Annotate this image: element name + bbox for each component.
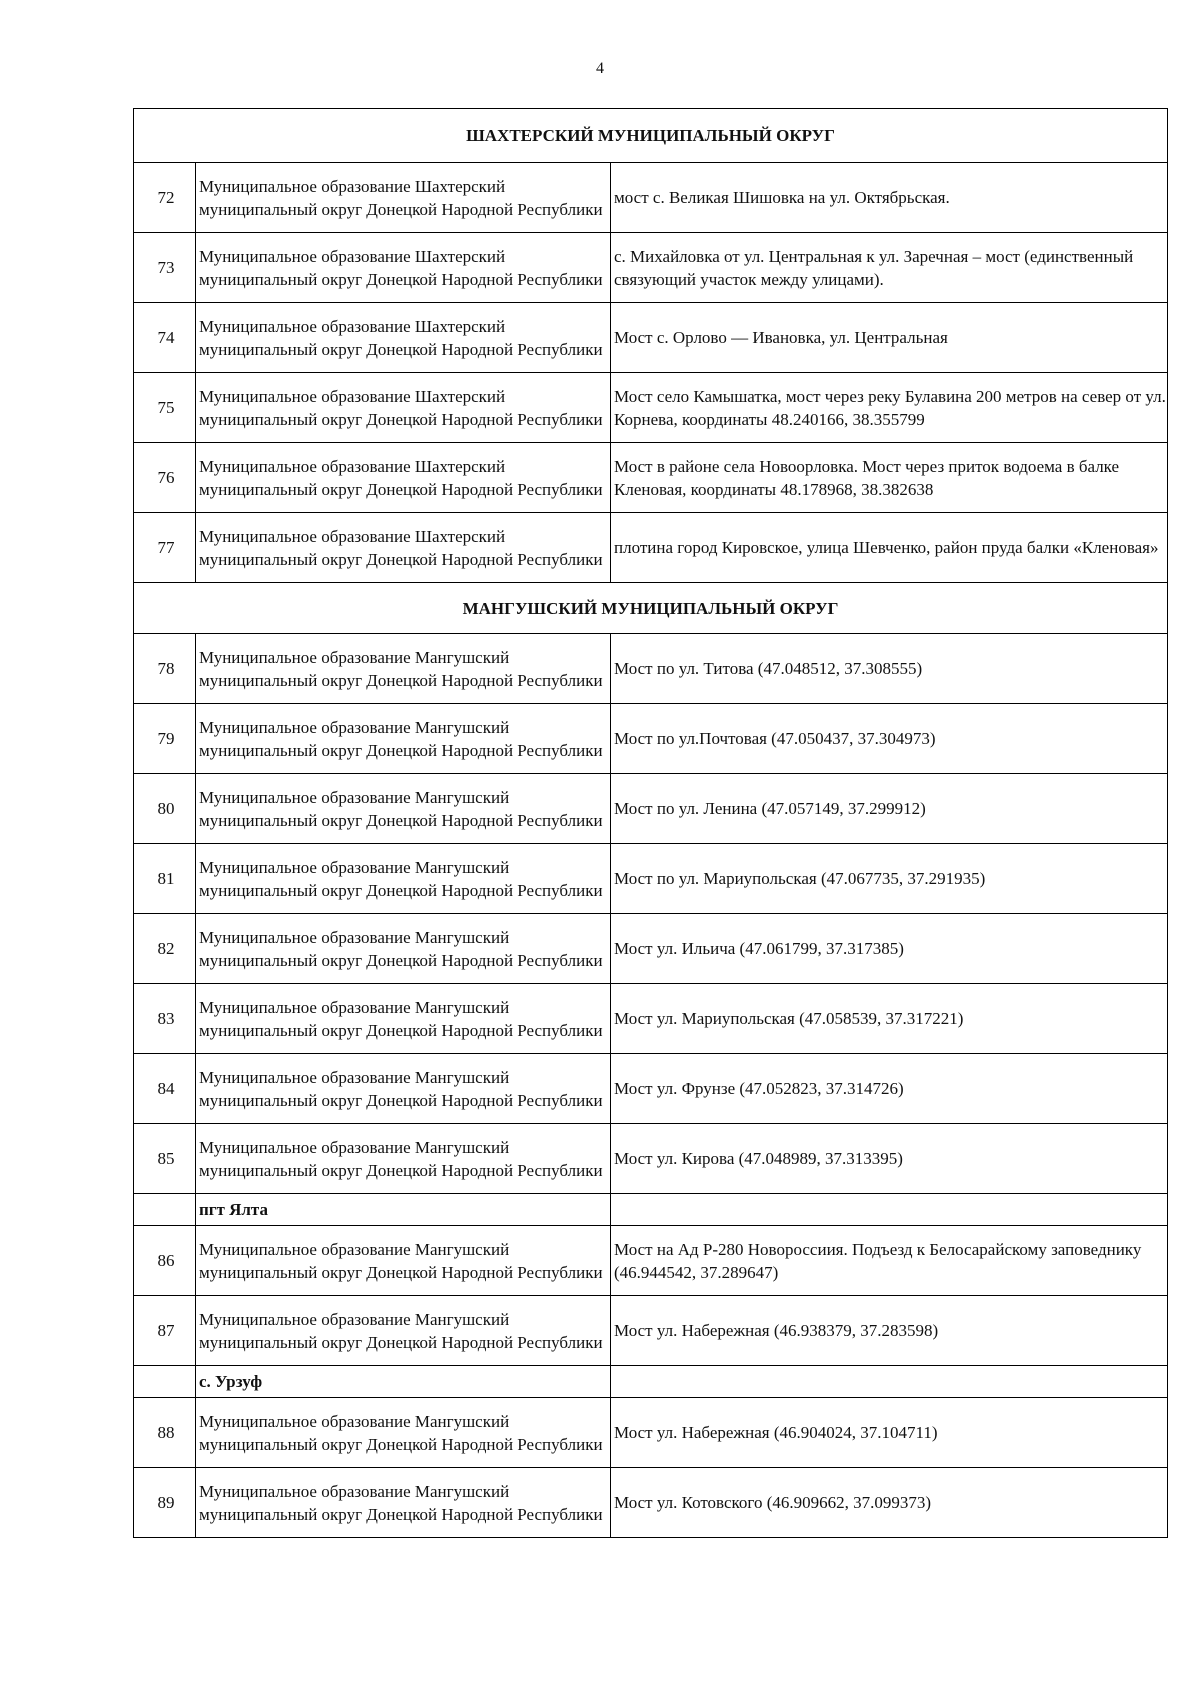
object-cell: Мост в районе села Новоорловка. Мост через приток водоема в балке Кленовая, координаты 48.178968, 38.382638 — [611, 443, 1168, 513]
table-row — [134, 1468, 1168, 1538]
object-cell: с. Михайловка от ул. Центральная к ул. Заречная – мост (единственный связующий участок между улицами). — [611, 233, 1168, 303]
district-header-row — [134, 583, 1168, 634]
object-cell: Мост ул. Фрунзе (47.052823, 37.314726) — [611, 1054, 1168, 1124]
locality-header-row — [134, 1366, 1168, 1398]
page-number: 4 — [596, 60, 604, 77]
table-row — [134, 443, 1168, 513]
district-header: ШАХТЕРСКИЙ МУНИЦИПАЛЬНЫЙ ОКРУГ — [134, 109, 1168, 163]
row-number: 77 — [134, 513, 196, 583]
municipality-cell: Муниципальное образование Мангушский муниципальный округ Донецкой Народной Республики — [196, 984, 611, 1054]
row-number: 82 — [134, 914, 196, 984]
row-number: 81 — [134, 844, 196, 914]
object-cell: Мост ул. Набережная (46.938379, 37.283598) — [611, 1296, 1168, 1366]
table-row — [134, 1296, 1168, 1366]
table-row — [134, 373, 1168, 443]
municipality-cell: Муниципальное образование Мангушский муниципальный округ Донецкой Народной Республики — [196, 1054, 611, 1124]
object-cell: Мост по ул. Титова (47.048512, 37.308555) — [611, 634, 1168, 704]
object-cell: Мост ул. Котовского (46.909662, 37.099373) — [611, 1468, 1168, 1538]
row-number: 72 — [134, 163, 196, 233]
locality-fill-cell — [611, 1366, 1168, 1398]
table-row — [134, 303, 1168, 373]
row-number: 89 — [134, 1468, 196, 1538]
municipality-cell: Муниципальное образование Шахтерский муниципальный округ Донецкой Народной Республики — [196, 163, 611, 233]
municipality-cell: Муниципальное образование Мангушский муниципальный округ Донецкой Народной Республики — [196, 1398, 611, 1468]
row-number: 78 — [134, 634, 196, 704]
municipality-cell: Муниципальное образование Шахтерский муниципальный округ Донецкой Народной Республики — [196, 443, 611, 513]
table-row — [134, 844, 1168, 914]
table-row — [134, 704, 1168, 774]
object-cell: Мост село Камышатка, мост через реку Булавина 200 метров на север от ул. Корнева, координаты 48.240166, 38.355799 — [611, 373, 1168, 443]
municipality-cell: Муниципальное образование Мангушский муниципальный округ Донецкой Народной Республики — [196, 1296, 611, 1366]
municipality-cell: Муниципальное образование Мангушский муниципальный округ Донецкой Народной Республики — [196, 1468, 611, 1538]
row-number: 87 — [134, 1296, 196, 1366]
row-number: 88 — [134, 1398, 196, 1468]
municipality-cell: Муниципальное образование Мангушский муниципальный округ Донецкой Народной Республики — [196, 774, 611, 844]
municipality-cell: Муниципальное образование Мангушский муниципальный округ Донецкой Народной Республики — [196, 704, 611, 774]
locality-fill-cell — [611, 1194, 1168, 1226]
municipality-cell: Муниципальное образование Шахтерский муниципальный округ Донецкой Народной Республики — [196, 303, 611, 373]
table-row — [134, 774, 1168, 844]
object-cell: Мост ул. Набережная (46.904024, 37.104711) — [611, 1398, 1168, 1468]
object-cell: Мост по ул.Почтовая (47.050437, 37.304973) — [611, 704, 1168, 774]
object-cell: Мост на Ад Р-280 Новороссиия. Подъезд к Белосарайскому заповеднику (46.944542, 37.289647) — [611, 1226, 1168, 1296]
table-row — [134, 634, 1168, 704]
district-header-row — [134, 109, 1168, 163]
table-row — [134, 1226, 1168, 1296]
object-cell: Мост ул. Кирова (47.048989, 37.313395) — [611, 1124, 1168, 1194]
municipality-cell: Муниципальное образование Мангушский муниципальный округ Донецкой Народной Республики — [196, 634, 611, 704]
object-cell: Мост ул. Ильича (47.061799, 37.317385) — [611, 914, 1168, 984]
row-number: 80 — [134, 774, 196, 844]
municipality-cell: Муниципальное образование Шахтерский муниципальный округ Донецкой Народной Республики — [196, 373, 611, 443]
table-row — [134, 914, 1168, 984]
table-row — [134, 163, 1168, 233]
locality-header-row — [134, 1194, 1168, 1226]
row-number: 84 — [134, 1054, 196, 1124]
object-cell: мост с. Великая Шишовка на ул. Октябрьская. — [611, 163, 1168, 233]
row-number: 76 — [134, 443, 196, 513]
object-cell: плотина город Кировское, улица Шевченко, район пруда балки «Кленовая» — [611, 513, 1168, 583]
row-number: 74 — [134, 303, 196, 373]
district-header: МАНГУШСКИЙ МУНИЦИПАЛЬНЫЙ ОКРУГ — [134, 583, 1168, 634]
municipality-cell: Муниципальное образование Мангушский муниципальный округ Донецкой Народной Республики — [196, 1226, 611, 1296]
table-row — [134, 1124, 1168, 1194]
locality-number-cell — [134, 1366, 196, 1398]
row-number: 85 — [134, 1124, 196, 1194]
locality-name: с. Урзуф — [196, 1366, 611, 1398]
municipality-cell: Муниципальное образование Шахтерский муниципальный округ Донецкой Народной Республики — [196, 513, 611, 583]
objects-table — [133, 108, 1168, 1538]
row-number: 86 — [134, 1226, 196, 1296]
locality-number-cell — [134, 1194, 196, 1226]
row-number: 73 — [134, 233, 196, 303]
object-cell: Мост ул. Мариупольская (47.058539, 37.317221) — [611, 984, 1168, 1054]
municipality-cell: Муниципальное образование Мангушский муниципальный округ Донецкой Народной Республики — [196, 844, 611, 914]
table-row — [134, 1054, 1168, 1124]
object-cell: Мост по ул. Ленина (47.057149, 37.299912) — [611, 774, 1168, 844]
municipality-cell: Муниципальное образование Мангушский муниципальный округ Донецкой Народной Республики — [196, 1124, 611, 1194]
municipality-cell: Муниципальное образование Шахтерский муниципальный округ Донецкой Народной Республики — [196, 233, 611, 303]
objects-table-body — [134, 109, 1168, 1538]
object-cell: Мост по ул. Мариупольская (47.067735, 37.291935) — [611, 844, 1168, 914]
locality-name: пгт Ялта — [196, 1194, 611, 1226]
table-row — [134, 984, 1168, 1054]
row-number: 79 — [134, 704, 196, 774]
table-row — [134, 233, 1168, 303]
object-cell: Мост с. Орлово — Ивановка, ул. Центральная — [611, 303, 1168, 373]
row-number: 75 — [134, 373, 196, 443]
row-number: 83 — [134, 984, 196, 1054]
municipality-cell: Муниципальное образование Мангушский муниципальный округ Донецкой Народной Республики — [196, 914, 611, 984]
table-row — [134, 513, 1168, 583]
table-row — [134, 1398, 1168, 1468]
